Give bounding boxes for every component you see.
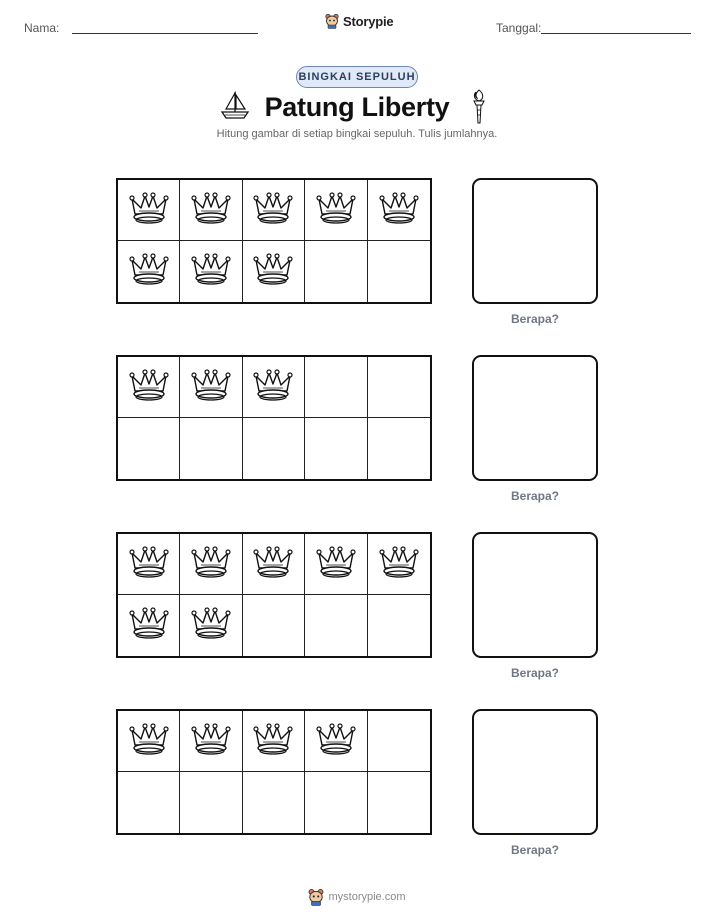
ten-frame-cell	[368, 595, 430, 656]
ten-frame-cell	[368, 241, 430, 302]
ten-frame-cell	[118, 418, 180, 479]
ten-frame-cell	[243, 418, 305, 479]
crown-icon	[379, 544, 419, 585]
ten-frame-cell	[368, 772, 430, 833]
footer	[0, 888, 714, 906]
ten-frame-cell	[118, 241, 180, 302]
ten-frame-cell	[243, 595, 305, 656]
ten-frame-cell	[118, 711, 180, 772]
worksheet-type-badge: BINGKAI SEPULUH	[296, 66, 418, 88]
answer-box-3[interactable]	[472, 532, 598, 658]
ten-frame-cell	[243, 711, 305, 772]
brand-name: Storypie	[343, 13, 394, 29]
name-label: Nama:	[24, 21, 60, 35]
answer-prompt: Berapa?	[510, 312, 560, 326]
crown-icon	[129, 190, 169, 231]
ten-frame-cell	[118, 534, 180, 595]
crown-icon	[191, 721, 231, 762]
crown-icon	[191, 544, 231, 585]
crown-icon	[129, 605, 169, 646]
ten-frame-cell	[305, 534, 367, 595]
ten-frame-cell	[368, 534, 430, 595]
ten-frame-cell	[180, 180, 242, 241]
ten-frame-cell	[118, 357, 180, 418]
instructions: Hitung gambar di setiap bingkai sepuluh. Tulis jumlahnya.	[216, 128, 498, 140]
crown-icon	[253, 190, 293, 231]
answer-box-2[interactable]	[472, 355, 598, 481]
answer-prompt: Berapa?	[510, 843, 560, 857]
answer-box-1[interactable]	[472, 178, 598, 304]
ten-frame-cell	[368, 357, 430, 418]
crown-icon	[191, 190, 231, 231]
crown-icon	[316, 544, 356, 585]
ten-frame-cell	[305, 357, 367, 418]
ten-frame-cell	[368, 711, 430, 772]
ten-frame-cell	[180, 357, 242, 418]
date-label: Tanggal:	[496, 21, 542, 35]
ten-frame-cell	[368, 180, 430, 241]
ten-frame-cell	[243, 534, 305, 595]
storypie-mascot-icon	[325, 13, 339, 29]
ten-frame-cell	[305, 711, 367, 772]
crown-icon	[191, 367, 231, 408]
ten-frame-cell	[305, 418, 367, 479]
ten-frame-cell	[305, 772, 367, 833]
brand-logo	[325, 13, 393, 29]
ten-frame-cell	[305, 241, 367, 302]
ten-frame-2	[116, 355, 432, 481]
crown-icon	[253, 367, 293, 408]
crown-icon	[316, 721, 356, 762]
ten-frame-cell	[180, 711, 242, 772]
ten-frame-3	[116, 532, 432, 658]
ten-frame-cell	[118, 595, 180, 656]
ten-frame-cell	[118, 180, 180, 241]
ten-frame-cell	[180, 772, 242, 833]
ten-frame-cell	[243, 241, 305, 302]
crown-icon	[129, 251, 169, 292]
ten-frame-cell	[305, 180, 367, 241]
crown-icon	[253, 544, 293, 585]
crown-icon	[129, 721, 169, 762]
ten-frame-cell	[118, 772, 180, 833]
ten-frame-1	[116, 178, 432, 304]
crown-icon	[379, 190, 419, 231]
ten-frame-cell	[180, 418, 242, 479]
date-field[interactable]	[541, 33, 691, 34]
ten-frame-4	[116, 709, 432, 835]
page-title: Patung Liberty	[264, 92, 450, 122]
ten-frame-cell	[243, 180, 305, 241]
storypie-mascot-icon	[308, 888, 324, 906]
crown-icon	[129, 544, 169, 585]
crown-icon	[129, 367, 169, 408]
ten-frame-cell	[368, 418, 430, 479]
ten-frame-cell	[180, 241, 242, 302]
ten-frame-cell	[243, 772, 305, 833]
crown-icon	[316, 190, 356, 231]
torch-icon	[470, 89, 488, 125]
crown-icon	[253, 251, 293, 292]
answer-prompt: Berapa?	[510, 489, 560, 503]
ten-frame-cell	[305, 595, 367, 656]
crown-icon	[191, 251, 231, 292]
ten-frame-cell	[180, 534, 242, 595]
crown-icon	[253, 721, 293, 762]
crown-icon	[191, 605, 231, 646]
answer-prompt: Berapa?	[510, 666, 560, 680]
answer-box-4[interactable]	[472, 709, 598, 835]
name-field[interactable]	[72, 33, 258, 34]
ten-frame-cell	[180, 595, 242, 656]
ten-frame-cell	[243, 357, 305, 418]
footer-url: mystorypie.com	[328, 891, 406, 903]
